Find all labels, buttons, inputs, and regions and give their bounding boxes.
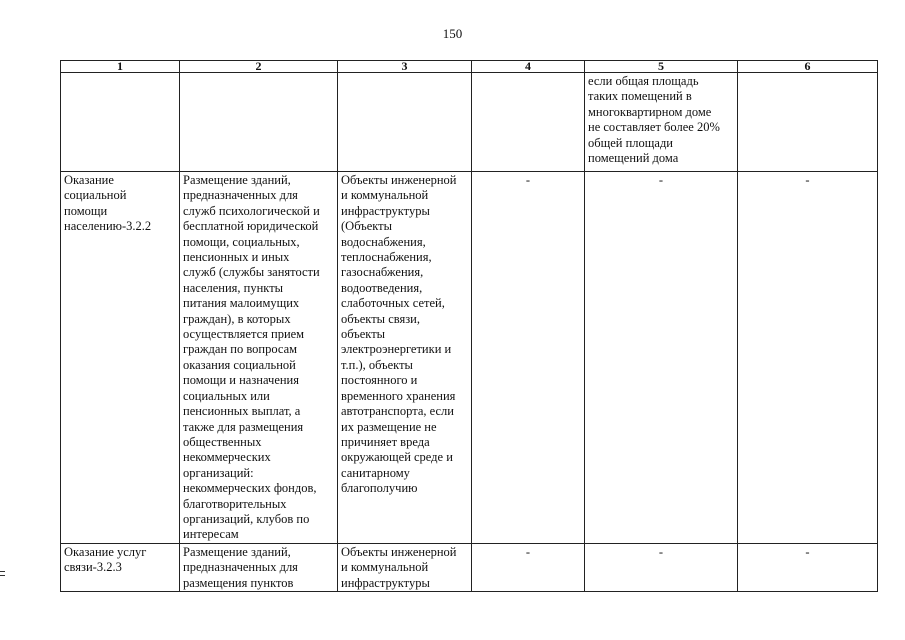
use-description-cell: Размещение зданий, предназначенных для размещения пунктов: [180, 543, 338, 591]
column-header-5: 5: [585, 61, 738, 73]
table-cell: [61, 73, 180, 172]
auxiliary-objects-cell: Объекты инженерной и коммунальной инфраструктуры (Объекты водоснабжения, теплоснабжения, газоснабжения, водоотведения, слаботочных сетей, объекты связи, объекты электроэнергетики и т.п.), объекты постоянного и временного хранения автотранспорта, если их размещение не причиняет вреда окружающей среде и санитарному благополучию: [338, 172, 472, 544]
column-header-1: 1: [61, 61, 180, 73]
dash-cell: -: [738, 172, 878, 544]
table-row-communication-services: [61, 543, 878, 591]
header-row: [61, 61, 878, 73]
page-number: 150: [442, 26, 463, 41]
table-row-social-assistance: [61, 172, 878, 544]
column-header-3: 3: [338, 61, 472, 73]
use-type-cell: Оказание услуг связи-3.2.3: [61, 543, 180, 591]
column-header-4: 4: [472, 61, 585, 73]
use-type-cell: Оказание социальной помощи населению-3.2.2: [61, 172, 180, 544]
table-cell: [338, 73, 472, 172]
table-row-continuation: [61, 73, 878, 172]
use-description-cell: Размещение зданий, предназначенных для служб психологической и бесплатной юридической помощи, социальных, пенсионных и иных служб (службы занятости населения, пункты питания малоимущих граждан), в которых осуществляется прием граждан по вопросам оказания социальной помощи и назначения социальных или пенсионных выплат, а также для размещения общественных некоммерческих организаций: некоммерческих фондов, благотворительных организаций, клубов по интересам: [180, 172, 338, 544]
condition-cell: если общая площадь таких помещений в многоквартирном доме не составляет более 20% общей площади помещений дома: [585, 73, 738, 172]
dash-cell: -: [585, 172, 738, 544]
table-cell: [180, 73, 338, 172]
dash-cell: -: [738, 543, 878, 591]
zoning-table: [60, 60, 878, 592]
dash-cell: -: [472, 543, 585, 591]
dash-cell: -: [472, 172, 585, 544]
scan-edge-mark: [0, 571, 5, 576]
table-cell: [738, 73, 878, 172]
dash-cell: -: [585, 543, 738, 591]
table-cell: [472, 73, 585, 172]
column-header-2: 2: [180, 61, 338, 73]
auxiliary-objects-cell: Объекты инженерной и коммунальной инфраструктуры: [338, 543, 472, 591]
column-header-6: 6: [738, 61, 878, 73]
